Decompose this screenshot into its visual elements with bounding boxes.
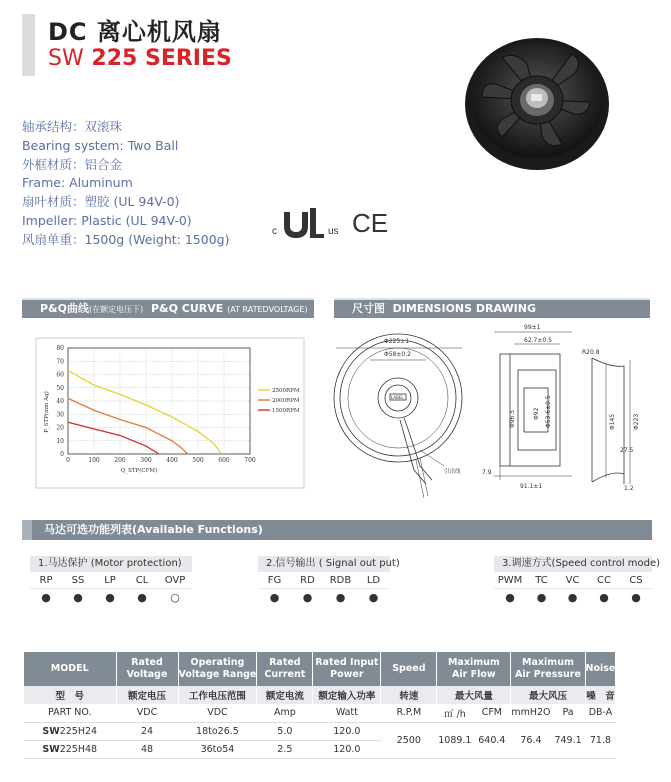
th-cn: 转速	[381, 686, 437, 704]
model-number: 225H24	[59, 725, 98, 737]
dim-bottom-w: 91.1±1	[520, 483, 543, 490]
function-mark: ●	[335, 591, 346, 604]
th-rated-voltage	[116, 652, 178, 686]
th-line: MODEL	[50, 663, 89, 674]
dim-right-b: 1.2	[624, 485, 634, 492]
pq-y-tick-label: 30	[56, 411, 64, 419]
pq-title-cn: P&Q曲线	[40, 302, 90, 315]
dim-right-d2: Φ223	[633, 413, 640, 430]
model-cell	[24, 740, 116, 758]
function-group-speed-control	[494, 556, 661, 606]
dim-section-header	[334, 300, 650, 318]
dim-right-d1: Φ145	[609, 413, 616, 430]
unit-cell: Amp	[257, 704, 313, 722]
pq-y-tick-label: 50	[56, 384, 64, 392]
ul-us-mark: us	[328, 226, 339, 237]
th-line: Operating	[190, 657, 245, 668]
th-cn: 额定电压	[116, 686, 178, 704]
range-cell: 18to26.5	[178, 722, 257, 740]
th-line: Maximum	[447, 657, 500, 668]
series-name: 225 SERIES	[91, 46, 232, 71]
cfm-cell: 640.4	[473, 722, 511, 758]
th-line: Current	[264, 669, 306, 680]
pq-title-en: P&Q CURVE	[150, 302, 224, 315]
th-speed	[381, 652, 437, 686]
th-cn: 型 号	[24, 686, 116, 704]
functions-header: 马达可选功能列表(Available Functions)	[22, 520, 652, 540]
pq-ticks	[56, 345, 256, 464]
speed-cell: 2500	[381, 722, 437, 758]
pq-frame	[36, 338, 304, 488]
current-cell: 2.5	[257, 740, 313, 758]
unit-cell: CFM	[473, 704, 511, 722]
function-mark: ●	[105, 591, 115, 604]
function-code: RP	[30, 572, 62, 589]
function-mark: ●	[599, 591, 609, 604]
current-cell: 5.0	[257, 722, 313, 740]
th-line: Noise	[585, 663, 616, 674]
unit-cell: mmH2O	[511, 704, 551, 722]
function-code: VC	[557, 572, 588, 589]
function-code: SS	[62, 572, 94, 589]
function-mark: ●	[368, 591, 379, 604]
side-view	[494, 332, 572, 480]
table-cn-header-row	[24, 686, 616, 704]
function-code: FG	[258, 572, 291, 589]
function-mark: ●	[505, 591, 515, 604]
pq-lines	[68, 371, 221, 454]
function-mark: ●	[73, 591, 83, 604]
pq-title-en-small: (AT RATEDVOLTAGE)	[227, 305, 308, 314]
function-group-title: 2.信号输出 ( Signal out put)	[258, 556, 390, 572]
product-title: DC 离心机风扇	[48, 18, 222, 46]
function-code: CC	[588, 572, 620, 589]
spec-line: 风扇单重：1500g (Weight: 1500g)	[22, 231, 230, 247]
table-row	[24, 722, 616, 740]
pa-cell: 749.1	[551, 722, 585, 758]
pq-title-cn-small: (在额定电压下)	[89, 305, 144, 314]
th-line: Rated Input	[315, 657, 379, 668]
voltage-cell: 48	[116, 740, 178, 758]
pq-x-tick-label: 0	[66, 457, 70, 464]
spec-line: 外框材质：铝合金	[22, 156, 123, 172]
dim-title-cn: 尺寸图	[352, 302, 385, 315]
unit-cell: DB-A	[585, 704, 616, 722]
th-line: Power	[330, 669, 364, 680]
spec-line: 轴承结构：双滚珠	[22, 119, 123, 134]
th-operating-range	[178, 652, 257, 686]
th-cn: 额定电流	[257, 686, 313, 704]
power-cell: 120.0	[313, 740, 381, 758]
function-mark: ●	[631, 591, 641, 604]
th-line: Voltage Range	[178, 669, 257, 680]
spec-line: 扇叶材质：塑胶 (UL 94V-0)	[22, 194, 180, 210]
function-mark: ●	[137, 591, 147, 604]
spec-table	[24, 652, 616, 759]
mmh2o-cell: 76.4	[511, 722, 551, 758]
dim-right-r: R20.8	[582, 349, 600, 356]
m3h-cell: 1089.1	[437, 722, 473, 758]
dimensions-drawing	[324, 318, 650, 518]
dim-inner-width: 62.7±0.5	[524, 337, 552, 344]
pq-x-tick-label: 500	[192, 457, 204, 464]
dim-bottom-h: 7.9	[482, 469, 492, 476]
th-line: Air Pressure	[515, 669, 581, 680]
function-code: OVP	[158, 572, 192, 589]
ul-icon	[284, 208, 324, 238]
dim-d3: Φ53.6±0.5	[545, 395, 552, 428]
spec-line: Frame: Aluminum	[22, 175, 133, 191]
pq-legend-label: 2000RPM	[272, 398, 300, 404]
ul-c-mark: c	[272, 226, 277, 237]
series-title	[48, 46, 232, 71]
th-noise	[585, 652, 616, 686]
pq-y-tick-label: 20	[56, 424, 64, 432]
header-accent-bar	[22, 14, 35, 76]
th-cn: 最大风量	[437, 686, 511, 704]
dim-title-en: DIMENSIONS DRAWING	[392, 302, 536, 315]
th-rated-power	[313, 652, 381, 686]
function-mark: ●	[302, 591, 313, 604]
pq-legend-label: 1500RPM	[272, 408, 300, 414]
function-code: CS	[620, 572, 652, 589]
th-line: Rated	[269, 657, 301, 668]
pq-x-tick-label: 400	[166, 457, 178, 464]
function-code: CL	[126, 572, 158, 589]
model-number: 225H48	[59, 743, 98, 755]
function-mark: ●	[41, 591, 51, 604]
unit-cell: VDC	[116, 704, 178, 722]
pq-x-tick-label: 600	[218, 457, 230, 464]
fan-photo	[462, 32, 612, 172]
th-line: Voltage	[126, 669, 168, 680]
pq-y-tick-label: 80	[56, 345, 64, 352]
range-cell: 36to54	[178, 740, 257, 758]
unit-cell: Pa	[551, 704, 585, 722]
pq-legend-label: 2500RPM	[272, 388, 300, 394]
noise-cell: 71.8	[585, 722, 616, 758]
pq-legend	[258, 388, 300, 414]
function-code: LD	[357, 572, 390, 589]
dim-top-width: 99±1	[524, 324, 541, 331]
function-code: LP	[94, 572, 126, 589]
function-mark: ●	[269, 591, 280, 604]
function-code: PWM	[494, 572, 526, 589]
th-model	[24, 652, 116, 686]
pq-x-tick-label: 100	[88, 457, 100, 464]
spec-list	[22, 118, 229, 250]
table-units-row	[24, 704, 616, 722]
function-group-motor-protection	[30, 556, 192, 606]
dim-d1: Φ96.5	[509, 409, 516, 428]
dim-inner-dia: Φ58±0.2	[384, 351, 411, 358]
th-line: Air Flow	[452, 669, 496, 680]
pq-x-tick-label: 300	[140, 457, 152, 464]
unit-cell: ㎥ /h	[437, 704, 473, 722]
function-mark: ○	[170, 591, 180, 604]
series-prefix: SW	[48, 46, 84, 71]
model-prefix: SW	[42, 725, 60, 737]
pq-y-tick-label: 60	[56, 371, 64, 379]
th-line: Speed	[392, 663, 426, 674]
th-air-flow	[437, 652, 511, 686]
th-cn: 工作电压范围	[178, 686, 257, 704]
function-group-title: 1.马达保护 (Motor protection)	[30, 556, 192, 572]
pq-y-tick-label: 40	[56, 398, 64, 405]
pq-series-line-2500RPM	[68, 371, 221, 454]
ce-mark: CE	[352, 208, 389, 238]
th-cn: 噪 音	[585, 686, 616, 704]
th-air-pressure	[511, 652, 585, 686]
unit-cell: R.P.M	[381, 704, 437, 722]
power-cell: 120.0	[313, 722, 381, 740]
dim-right-h: 27.5	[620, 447, 634, 454]
dim-outer-dia: Φ225±1	[384, 338, 410, 345]
voltage-cell: 24	[116, 722, 178, 740]
pq-section-header	[22, 300, 314, 318]
table-header-row	[24, 652, 616, 686]
function-group-title: 3.调速方式(Speed control mode)	[494, 556, 652, 572]
model-cell	[24, 722, 116, 740]
certification-logos	[270, 204, 400, 240]
dim-lead: 引出线	[444, 469, 461, 475]
function-code: TC	[526, 572, 557, 589]
th-cn: 最大风压	[511, 686, 585, 704]
th-line: Rated	[131, 657, 163, 668]
th-line: Maximum	[522, 657, 574, 668]
th-rated-current	[257, 652, 313, 686]
unit-cell: PART NO.	[24, 704, 116, 722]
unit-cell: Watt	[313, 704, 381, 722]
pq-y-tick-label: 10	[56, 437, 64, 445]
pq-y-tick-label: 70	[56, 358, 64, 366]
function-code: RDB	[324, 572, 357, 589]
pq-y-tick-label: 0	[60, 451, 64, 458]
pq-chart	[22, 320, 318, 495]
th-cn: 额定输入功率	[313, 686, 381, 704]
pq-x-tick-label: 700	[244, 457, 256, 464]
pq-x-tick-label: 200	[114, 457, 126, 464]
pq-x-axis-label: Q_STP(CFM)	[120, 468, 158, 474]
dim-d2: Φ92	[533, 407, 540, 420]
spec-line: Impeller: Plastic (UL 94V-0)	[22, 212, 192, 228]
function-mark: ●	[536, 591, 547, 604]
dim-label: LABEL	[391, 395, 404, 400]
spec-line: Bearing system: Two Ball	[22, 137, 179, 153]
unit-cell: VDC	[178, 704, 257, 722]
function-group-signal-output	[258, 556, 400, 606]
function-mark: ●	[567, 591, 578, 604]
function-code: RD	[291, 572, 324, 589]
model-prefix: SW	[42, 743, 60, 755]
front-view	[334, 334, 462, 498]
pq-y-axis-label: P_STP(mm Aq)	[44, 391, 50, 433]
pq-grid	[68, 348, 250, 454]
